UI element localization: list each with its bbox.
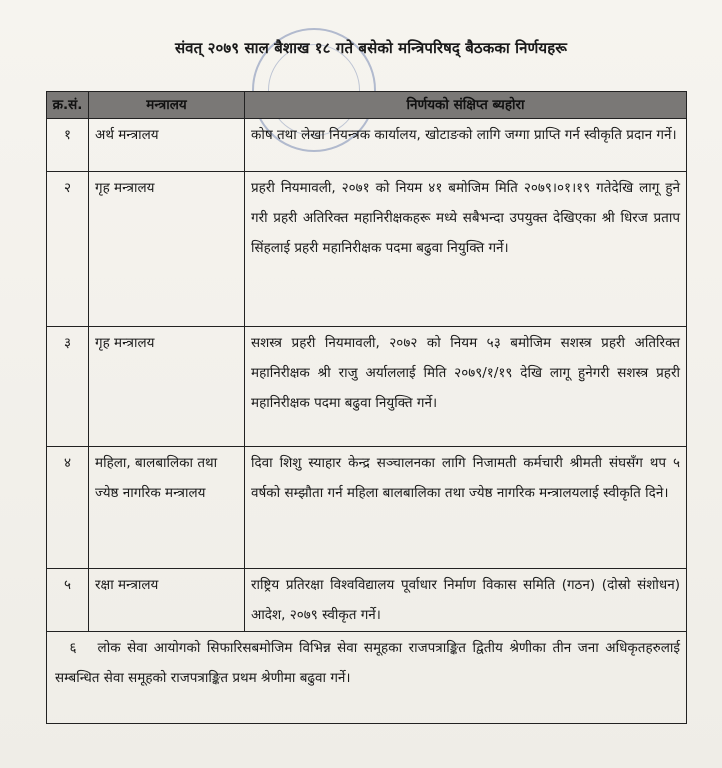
row-sn: ५ — [47, 569, 89, 632]
row-sn: ३ — [47, 327, 89, 447]
row-sn: २ — [47, 172, 89, 327]
page-title: संवत् २०७९ साल बैशाख १८ गते बसेको मन्त्रिपरिषद् बैठकका निर्णयहरू — [174, 39, 568, 57]
row-decision: सशस्त्र प्रहरी नियमावली, २०७२ को नियम ५३ बमोजिम सशस्त्र प्रहरी अतिरिक्त महानिरीक्षक श्री राजु अर्याललाई मिति २०७९/१/१९ देखि लागू हुनेगरी सशस्त्र प्रहरी महानिरीक्षक पदमा बढुवा नियुक्ति गर्ने। — [245, 327, 687, 447]
decisions-table — [46, 91, 687, 724]
row-sn: ४ — [47, 447, 89, 569]
row-decision: दिवा शिशु स्याहार केन्द्र सञ्चालनका लागि निजामती कर्मचारी श्रीमती संघसँग थप ५ वर्षको सम्झौता गर्न महिला बालबालिका तथा ज्येष्ठ नागरिक मन्त्रालयलाई स्वीकृति दिने। — [245, 447, 687, 569]
header-ministry: मन्त्रालय — [89, 92, 245, 119]
row-decision: कोष तथा लेखा नियन्त्रक कार्यालय, खोटाङको लागि जग्गा प्राप्ति गर्न स्वीकृति प्रदान गर्ने। — [245, 119, 687, 172]
table-row — [47, 569, 687, 632]
row-decision: लोक सेवा आयोगको सिफारिसबमोजिम विभिन्न सेवा समूहका राजपत्राङ्कित द्वितीय श्रेणीका तीन जना अधिकृतहरुलाई सम्बन्धित सेवा समूहको राजपत्राङ्कित प्रथम श्रेणीमा बढुवा गर्ने। — [55, 640, 681, 686]
row-decision: प्रहरी नियमावली, २०७१ को नियम ४१ बमोजिम मिति २०७९।०१।१९ गतेदेखि लागू हुने गरी प्रहरी अतिरिक्त महानिरीक्षकहरू मध्ये सबैभन्दा उपयुक्त देखिएका श्री धिरज प्रताप सिंहलाई प्रहरी महानिरीक्षक पदमा बढुवा नियुक्ति गर्ने। — [245, 172, 687, 327]
row-sn: १ — [47, 119, 89, 172]
table-header-row — [47, 92, 687, 119]
header-sn: क्र.सं. — [47, 92, 89, 119]
row-ministry: गृह मन्त्रालय — [89, 172, 245, 327]
row-ministry: महिला, बालबालिका तथा ज्येष्ठ नागरिक मन्त्रालय — [89, 447, 245, 569]
row-ministry: गृह मन्त्रालय — [89, 327, 245, 447]
row-sn: ६ — [69, 640, 77, 656]
table-row — [47, 119, 687, 172]
table-row — [47, 447, 687, 569]
header-summary: निर्णयको संक्षिप्त ब्यहोरा — [245, 92, 687, 119]
table-row — [47, 172, 687, 327]
table-row — [47, 632, 687, 724]
row-ministry: अर्थ मन्त्रालय — [89, 119, 245, 172]
table-row — [47, 327, 687, 447]
row-decision-wide — [47, 632, 687, 724]
row-ministry: रक्षा मन्त्रालय — [89, 569, 245, 632]
row-decision: राष्ट्रिय प्रतिरक्षा विश्वविद्यालय पूर्वाधार निर्माण विकास समिति (गठन) (दोस्रो संशोधन) आदेश, २०७९ स्वीकृत गर्ने। — [245, 569, 687, 632]
